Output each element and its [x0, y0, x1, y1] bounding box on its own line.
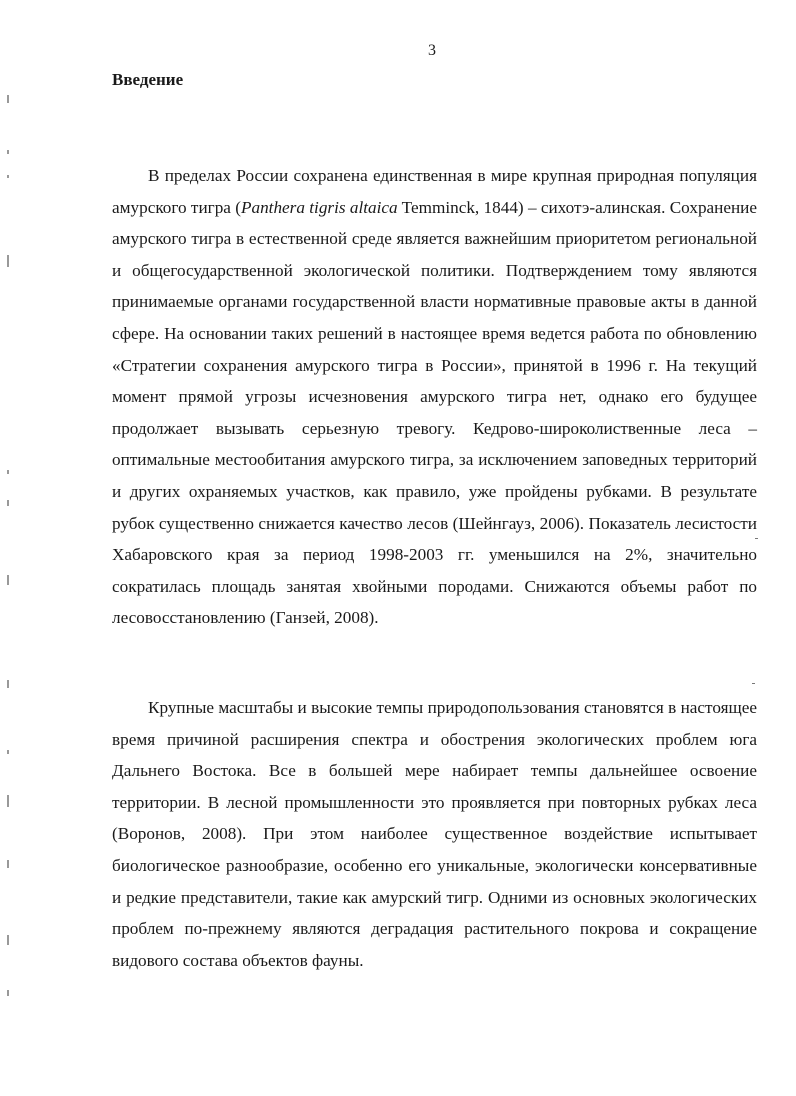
scan-edge-mark: [7, 860, 9, 868]
scan-edge-mark: [7, 500, 9, 506]
scan-edge-mark: [7, 990, 9, 996]
body-paragraph-1: [112, 160, 757, 634]
body-paragraph-2: [112, 692, 757, 976]
scan-edge-mark: [7, 575, 9, 585]
paragraph-text: Крупные масштабы и высокие темпы природопользования становятся в настоящее время причиной расширения спектра и обострения экологических проблем юга Дальнего Востока. Все в большей мере набирает темпы дальнейшее освоение территории. В лесной промышленности это проявляется при повторных рубках леса (Воронов, 2008). При этом наиболее существенное воздействие испытывает биологическое разнообразие, особенно его уникальные, экологически консервативные и редкие представители, такие как амурский тигр. Одними из основных экологических проблем по-прежнему являются деградация растительного покрова и сокращение видового состава объектов фауны.: [112, 698, 757, 970]
species-latin-name: Panthera tigris altaica: [240, 197, 398, 217]
scan-edge-mark: [7, 935, 9, 945]
paragraph-text-rest: Temminck, 1844) – сихотэ-алинская. Сохранение амурского тигра в естественной среде является важнейшим приоритетом региональной и общегосударственной экологической политики. Подтверждением тому являются принимаемые органами государственной власти нормативные правовые акты в данной сфере. На основании таких решений в настоящее время ведется работа по обновлению «Стратегии сохранения амурского тигра в России», принятой в 1996 г. На текущий момент прямой угрозы исчезновения амурского тигра нет, однако его будущее продолжает вызывать серьезную тревогу. Кедрово-широколиственные леса – оптимальные местообитания амурского тигра, за исключением заповедных территорий и других охраняемых участков, как правило, уже пройдены рубками. В результате рубок существенно снижается качество лесов (Шейнгауз, 2006). Показатель лесистости Хабаровского края за период 1998-2003 гг. уменьшился на 2%, значительно сократилась площадь занятая хвойными породами. Снижаются объемы работ по лесовосстановлению (Ганзей, 2008).: [112, 197, 758, 628]
scan-edge-mark: [7, 750, 9, 754]
scan-edge-mark: [7, 95, 9, 103]
scan-edge-mark: [7, 150, 9, 154]
scan-edge-mark: [7, 470, 9, 474]
section-heading: Введение: [112, 70, 184, 89]
scan-edge-mark: [7, 255, 9, 267]
page-number: 3: [428, 42, 436, 59]
scan-edge-mark: [7, 680, 9, 688]
paragraph-text: [112, 160, 757, 634]
scan-speck: [755, 538, 758, 539]
scan-edge-mark: [7, 795, 9, 807]
scan-speck: [752, 683, 755, 684]
scan-edge-mark: [7, 175, 9, 178]
paragraph-text-start: В пределах России сохранена единственная в мире крупная природная популяция амурского тигра (: [112, 166, 757, 217]
